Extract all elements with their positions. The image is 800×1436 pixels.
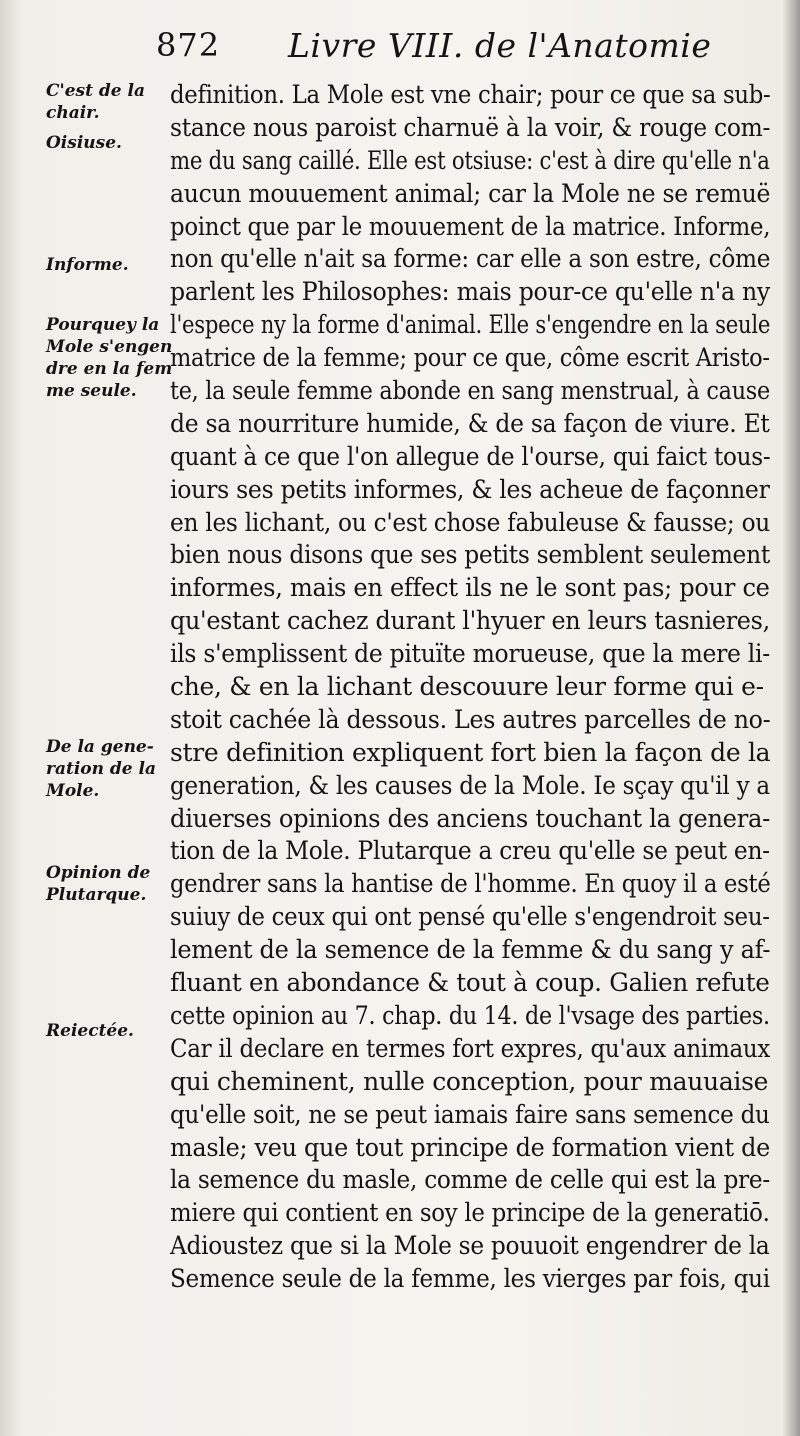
main-text-column [170, 79, 770, 1296]
text-line: non qu'elle n'ait sa forme: car elle a son estre, côme [170, 244, 771, 274]
text-line: generation, & les causes de la Mole. Ie sçay qu'il y a [170, 770, 770, 800]
text-line: definition. La Mole est vne chair; pour ce que sa sub- [170, 80, 771, 109]
margin-note-line: ration de la [46, 759, 156, 779]
text-line: informes, mais en effect ils ne le sont pas; pour ce [170, 573, 770, 603]
margin-note-generation [46, 736, 164, 802]
margin-note-pourquey [46, 314, 173, 402]
margin-note-line: C'est de la [46, 81, 145, 101]
text-line: miere qui contient en soy le principe de la generatiō. [170, 1198, 770, 1228]
margin-note-chair [46, 80, 164, 154]
text-line: qu'elle soit, ne se peut iamais faire sans semence du [170, 1099, 770, 1129]
margin-note-line: Opinion de [46, 863, 151, 883]
text-line: la semence du masle, comme de celle qui est la pre- [170, 1165, 770, 1195]
margin-note-line: Informe. [46, 255, 129, 275]
text-line: en les lichant, ou c'est chose fabuleuse & fausse; ou [170, 507, 771, 537]
text-line: parlent les Philosophes: mais pour-ce qu'elle n'a ny [170, 277, 770, 307]
margin-note-line: dre en la fem [46, 359, 173, 379]
margin-notes [0, 0, 173, 1436]
text-line: bien nous disons que ses petits semblent seulement [170, 540, 770, 570]
margin-note-line: Mole. [46, 781, 100, 801]
text-line: de sa nourriture humide, & de sa façon de viure. Et [170, 408, 770, 438]
margin-note-line: Mole s'engen [46, 337, 173, 357]
margin-note-line: Plutarque. [46, 885, 147, 905]
text-line: lement de la semence de la femme & du sang y af- [170, 935, 771, 965]
text-line: cette opinion au 7. chap. du 14. de l'vsage des parties. [170, 1000, 770, 1030]
text-line: iours ses petits informes, & les acheue de façonner [170, 474, 770, 504]
margin-note-informe [46, 254, 164, 276]
text-line: stre definition expliquent fort bien la façon de la [170, 737, 771, 767]
text-line: suiuy de ceux qui ont pensé qu'elle s'engendroit seu- [170, 902, 770, 932]
text-line: l'espece ny la forme d'animal. Elle s'engendre en la seule [170, 310, 771, 340]
running-header [150, 22, 790, 78]
text-line: Semence seule de la femme, les vierges par fois, qui [170, 1264, 770, 1294]
margin-note-reiectee [46, 1020, 164, 1042]
text-line: Adioustez que si la Mole se pouuoit engendrer de la [170, 1231, 770, 1261]
text-line: masle; veu que tout principe de formation vient de [170, 1132, 770, 1162]
margin-note-line: chair. [46, 103, 100, 123]
margin-note-plutarque [46, 862, 164, 906]
text-line: qui cheminent, nulle conception, pour mauuaise [170, 1066, 769, 1096]
text-line: gendrer sans la hantise de l'homme. En quoy il a esté [170, 869, 771, 899]
text-line: te, la seule femme abonde en sang menstrual, à cause [170, 376, 770, 406]
text-line: Car il declare en termes fort expres, qu'aux animaux [170, 1033, 771, 1063]
margin-note-line: De la gene- [46, 737, 154, 757]
text-line: me du sang caillé. Elle est otsiuse: c'est à dire qu'elle n'a [170, 145, 770, 175]
binding-shadow [782, 0, 800, 1436]
text-line: matrice de la femme; pour ce que, côme escrit Aristo- [170, 343, 770, 373]
margin-note-line: Oisiuse. [46, 133, 122, 153]
text-line: ils s'emplissent de pituïte morueuse, que la mere li- [170, 639, 770, 669]
page-number: 872 [156, 26, 221, 64]
running-title: Livre VIII. de l'Anatomie [288, 26, 712, 65]
text-line: diuerses opinions des anciens touchant la genera- [170, 803, 771, 833]
margin-note-line: me seule. [46, 381, 137, 401]
text-line: stoit cachée là dessous. Les autres parcelles de no- [170, 704, 771, 734]
text-line: stance nous paroist charnuë à la voir, & rouge com- [170, 112, 771, 142]
text-line: aucun mouuement animal; car la Mole ne se remuë [170, 178, 771, 208]
text-line: poinct que par le mouuement de la matrice. Informe, [170, 211, 771, 241]
margin-note-line: Reiectée. [46, 1021, 134, 1041]
text-line: qu'estant cachez durant l'hyuer en leurs tasnieres, [170, 606, 770, 636]
margin-note-line: Pourquey la [46, 315, 160, 335]
text-line: che, & en la lichant descouure leur forme qui e- [170, 672, 764, 702]
text-line: quant à ce que l'on allegue de l'ourse, qui faict tous- [170, 441, 771, 471]
text-line: tion de la Mole. Plutarque a creu qu'elle se peut en- [170, 836, 770, 866]
text-line: fluant en abondance & tout à coup. Galien refute [170, 968, 770, 998]
